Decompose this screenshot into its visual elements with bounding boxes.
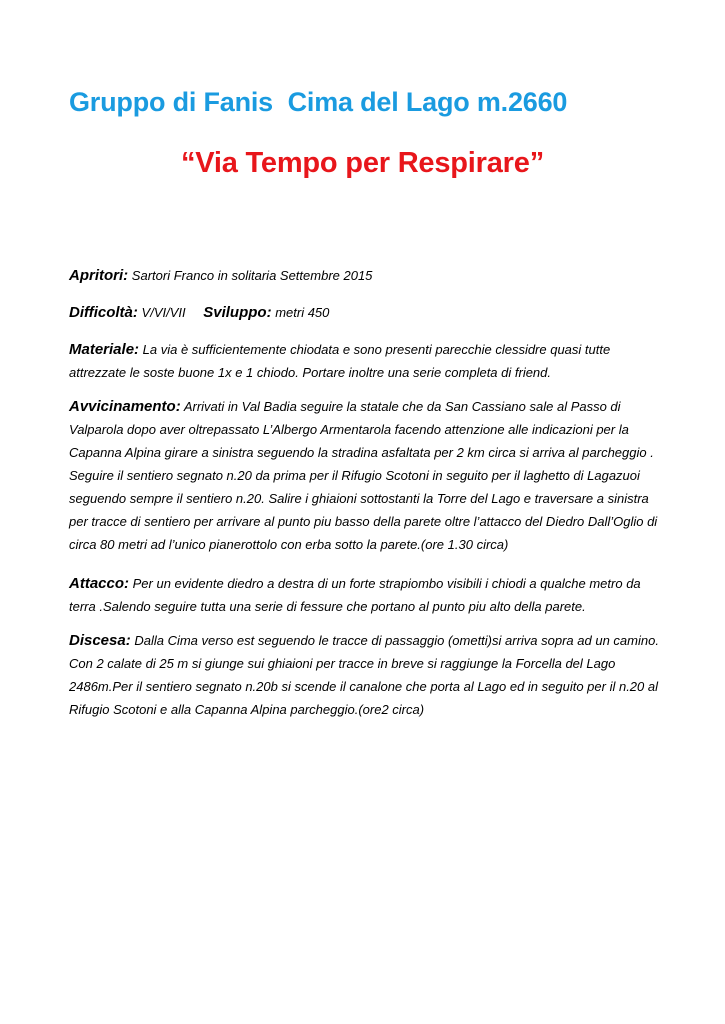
discesa-label: Discesa: [69,632,131,649]
difficolta-label: Difficoltà: [69,304,138,321]
attacco-text: Per un evidente diedro a destra di un forte strapiombo visibili i chiodi a qualche metro da terra .Salendo seguire tutta una serie di fessure che portano al punto piu alto della parete. [69,576,641,614]
avvicinamento-label: Avvicinamento: [69,398,181,415]
sviluppo-label: Sviluppo: [203,304,272,321]
attacco-section [69,572,659,618]
discesa-section [69,629,659,721]
difficolta-text: V/VI/VII [141,305,186,320]
document-title: Gruppo di Fanis Cima del Lago m.2660 [69,87,568,117]
materiale-label: Materiale: [69,341,140,358]
attacco-label: Attacco: [69,575,130,592]
apritori-label: Apritori: [69,267,129,284]
materiale-section [69,338,659,384]
discesa-text: Dalla Cima verso est seguendo le tracce di passaggio (ometti)si arriva sopra ad un camino. Con 2 calate di 25 m si giunge sui ghiaioni per tracce in breve si raggiunge la Forcella del Lago 2486m.Per il sentiero segnato n.20b si scende il canalone che porta al Lago ed in seguito per il n.20 al Rifugio Scotoni e alla Capanna Alpina parcheggio.(ore2 circa) [69,633,659,717]
avvicinamento-section [69,395,659,556]
sviluppo-text: metri 450 [275,305,330,320]
materiale-text: La via è sufficientemente chiodata e sono presenti parecchie clessidre quasi tutte attrezzate le soste buone 1x e 1 chiodo. Portare inoltre una serie completa di friend. [69,342,611,380]
apritori-section [69,264,659,287]
avvicinamento-text: Arrivati in Val Badia seguire la statale che da San Cassiano sale al Passo di Valparola dopo aver oltrepassato L’Albergo Armentarola facendo attenzione alle indicazioni per la Capanna Alpina girare a sinistra seguendo la stradina asfaltata per 2 km circa si arriva al parcheggio . Seguire il sentiero segnato n.20 da prima per il Rifugio Scotoni in seguito per il laghetto di Lagazuoi seguendo sempre il sentiero n.20. Salire i ghiaioni sottostanti la Torre del Lago e traversare a sinistra per tracce di sentiero per arrivare al punto piu basso della parete oltre l’attacco del Diedro Dall’Oglio di circa 80 metri ad l’unico pianerottolo con erba sotto la parete.(ore 1.30 circa) [69,399,658,552]
difficolta-section [69,301,659,324]
route-name: “Via Tempo per Respirare” [180,147,544,179]
apritori-text: Sartori Franco in solitaria Settembre 2015 [131,268,373,283]
